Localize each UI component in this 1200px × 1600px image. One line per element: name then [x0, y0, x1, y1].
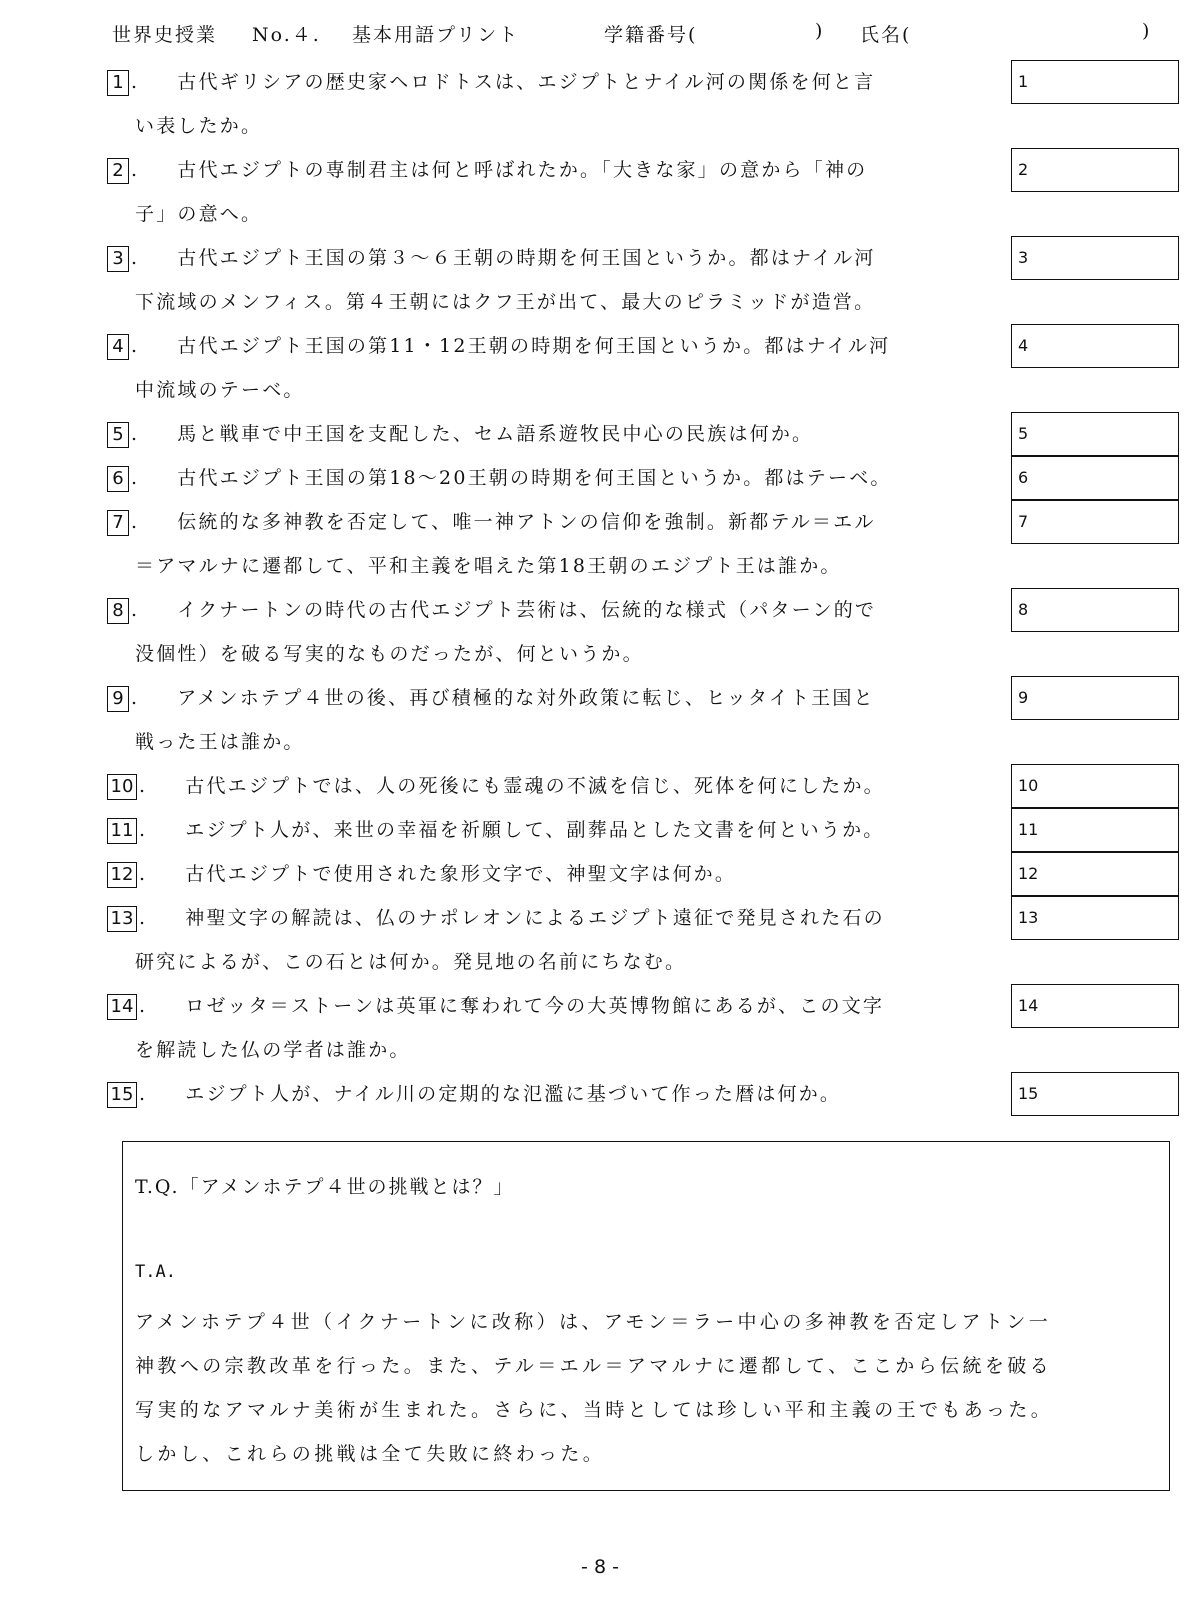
question-number-period: .	[131, 687, 140, 709]
question-text: 子」の意へ。	[135, 203, 263, 225]
student-id-close: )	[815, 20, 825, 42]
question-continuation-line	[107, 940, 1179, 984]
answer-box[interactable]: 11	[1011, 808, 1179, 852]
theme-question-box	[122, 1141, 1170, 1491]
question-number-box: 6	[107, 466, 129, 492]
answer-box[interactable]: 9	[1011, 676, 1179, 720]
question-number-box: 11	[107, 818, 137, 844]
question-text: い表したか。	[135, 115, 263, 137]
question-continuation-line	[107, 280, 1179, 324]
question-number-period: .	[139, 1083, 148, 1105]
question-item	[107, 148, 1179, 236]
answer-box[interactable]: 12	[1011, 852, 1179, 896]
answer-box[interactable]: 3	[1011, 236, 1179, 280]
name-label: 氏名(	[860, 24, 912, 46]
question-item	[107, 676, 1179, 764]
question-text: 古代エジプトで使用された象形文字で、神聖文字は何か。	[185, 863, 737, 885]
answer-box[interactable]: 7	[1011, 500, 1179, 544]
question-number-period: .	[131, 467, 140, 489]
question-item	[107, 764, 1179, 808]
question-number-box: 9	[107, 686, 129, 712]
question-text: 古代エジプト王国の第18～20王朝の時期を何王国というか。都はテーベ。	[177, 467, 892, 489]
question-text: を解読した仏の学者は誰か。	[135, 1039, 411, 1061]
answer-box[interactable]: 2	[1011, 148, 1179, 192]
question-item	[107, 60, 1179, 148]
question-item	[107, 984, 1179, 1072]
question-continuation-line	[107, 720, 1179, 764]
question-number-box: 3	[107, 246, 129, 272]
question-number-box: 7	[107, 510, 129, 536]
question-item	[107, 896, 1179, 984]
question-item	[107, 500, 1179, 588]
answer-box[interactable]: 14	[1011, 984, 1179, 1028]
question-number-box: 14	[107, 994, 137, 1020]
question-number-box: 4	[107, 334, 129, 360]
worksheet-header	[112, 20, 1182, 50]
question-text: 古代エジプトでは、人の死後にも霊魂の不滅を信じ、死体を何にしたか。	[185, 775, 885, 797]
question-text: 古代ギリシアの歴史家ヘロドトスは、エジプトとナイル河の関係を何と言	[177, 71, 876, 93]
answer-box[interactable]: 10	[1011, 764, 1179, 808]
question-number-period: .	[131, 423, 140, 445]
answer-box[interactable]: 8	[1011, 588, 1179, 632]
question-number-period: .	[131, 599, 140, 621]
question-item	[107, 808, 1179, 852]
question-number-period: .	[131, 335, 140, 357]
theme-question: T.Q.「アメンホテプ４世の挑戦とは？」	[135, 1176, 515, 1198]
question-text: ロゼッタ＝ストーンは英軍に奪われて今の大英博物館にあるが、この文字	[185, 995, 885, 1017]
question-text: アメンホテプ４世の後、再び積極的な対外政策に転じ、ヒッタイト王国と	[177, 687, 875, 709]
question-continuation-line	[107, 368, 1179, 412]
question-text: エジプト人が、来世の幸福を祈願して、副葬品とした文書を何というか。	[185, 819, 885, 841]
question-text: 下流域のメンフィス。第４王朝にはクフ王が出て、最大のピラミッドが造営。	[135, 291, 876, 313]
theme-answer-label: T.A.	[135, 1262, 176, 1282]
question-continuation-line	[107, 544, 1179, 588]
question-number-box: 15	[107, 1082, 137, 1108]
answer-box[interactable]: 4	[1011, 324, 1179, 368]
question-continuation-line	[107, 632, 1179, 676]
student-id-label: 学籍番号(	[604, 24, 698, 46]
question-continuation-line	[107, 104, 1179, 148]
question-number-period: .	[139, 907, 148, 929]
question-text: ＝アマルナに遷都して、平和主義を唱えた第18王朝のエジプト王は誰か。	[135, 555, 842, 577]
question-text: 神聖文字の解読は、仏のナポレオンによるエジプト遠征で発見された石の	[185, 907, 885, 929]
question-number-box: 1	[107, 70, 129, 96]
question-number-box: 12	[107, 862, 137, 888]
question-number-period: .	[139, 775, 148, 797]
theme-answer-line: 写実的なアマルナ美術が生まれた。さらに、当時としては珍しい平和主義の王でもあった。	[135, 1399, 1054, 1421]
question-number-box: 5	[107, 422, 129, 448]
question-text: 研究によるが、この石とは何か。発見地の名前にちなむ。	[135, 951, 687, 973]
question-item	[107, 412, 1179, 456]
theme-answer-line: しかし、これらの挑戦は全て失敗に終わった。	[135, 1443, 606, 1465]
question-item	[107, 324, 1179, 412]
question-text: イクナートンの時代の古代エジプト芸術は、伝統的な様式（パターン的で	[177, 599, 877, 621]
question-number-box: 10	[107, 774, 137, 800]
question-number-period: .	[131, 247, 140, 269]
question-text: 古代エジプト王国の第11・12王朝の時期を何王国というか。都はナイル河	[177, 335, 891, 357]
question-text: 馬と戦車で中王国を支配した、セム語系遊牧民中心の民族は何か。	[177, 423, 814, 445]
question-text: 古代エジプト王国の第３～６王朝の時期を何王国というか。都はナイル河	[177, 247, 876, 269]
question-list	[107, 60, 1179, 1116]
question-item	[107, 852, 1179, 896]
print-title: 基本用語プリント	[352, 24, 520, 46]
answer-box[interactable]: 5	[1011, 412, 1179, 456]
question-number-period: .	[139, 819, 148, 841]
question-number-period: .	[131, 511, 140, 533]
answer-box[interactable]: 15	[1011, 1072, 1179, 1116]
question-continuation-line	[107, 192, 1179, 236]
question-text: 伝統的な多神教を否定して、唯一神アトンの信仰を強制。新都テル＝エル	[177, 511, 876, 533]
question-number-box: 2	[107, 158, 129, 184]
question-number-period: .	[131, 71, 140, 93]
question-number-box: 13	[107, 906, 137, 932]
course-name: 世界史授業	[112, 24, 218, 46]
question-text: 古代エジプトの専制君主は何と呼ばれたか。「大きな家」の意から「神の	[177, 159, 868, 181]
answer-box[interactable]: 13	[1011, 896, 1179, 940]
question-item	[107, 1072, 1179, 1116]
question-number-box: 8	[107, 598, 129, 624]
question-item	[107, 588, 1179, 676]
name-close: )	[1142, 20, 1152, 42]
question-text: 戦った王は誰か。	[135, 731, 305, 753]
question-text: エジプト人が、ナイル川の定期的な氾濫に基づいて作った暦は何か。	[185, 1083, 842, 1105]
question-text: 没個性）を破る写実的なものだったが、何というか。	[135, 643, 644, 665]
question-item	[107, 236, 1179, 324]
question-item	[107, 456, 1179, 500]
answer-box[interactable]: 1	[1011, 60, 1179, 104]
theme-answer-text	[135, 1300, 1155, 1476]
print-number: No.４.	[252, 24, 321, 46]
question-continuation-line	[107, 1028, 1179, 1072]
question-number-period: .	[139, 863, 148, 885]
question-number-period: .	[139, 995, 148, 1017]
question-number-period: .	[131, 159, 140, 181]
question-text: 中流域のテーベ。	[135, 379, 305, 401]
theme-answer-line: 神教への宗教改革を行った。また、テル＝エル＝アマルナに遷都して、ここから伝統を破る	[135, 1355, 1053, 1377]
page-number: - 8 -	[581, 1556, 619, 1578]
theme-answer-line: アメンホテプ４世（イクナートンに改称）は、アモン＝ラー中心の多神教を否定しアトン一	[135, 1311, 1052, 1333]
answer-box[interactable]: 6	[1011, 456, 1179, 500]
